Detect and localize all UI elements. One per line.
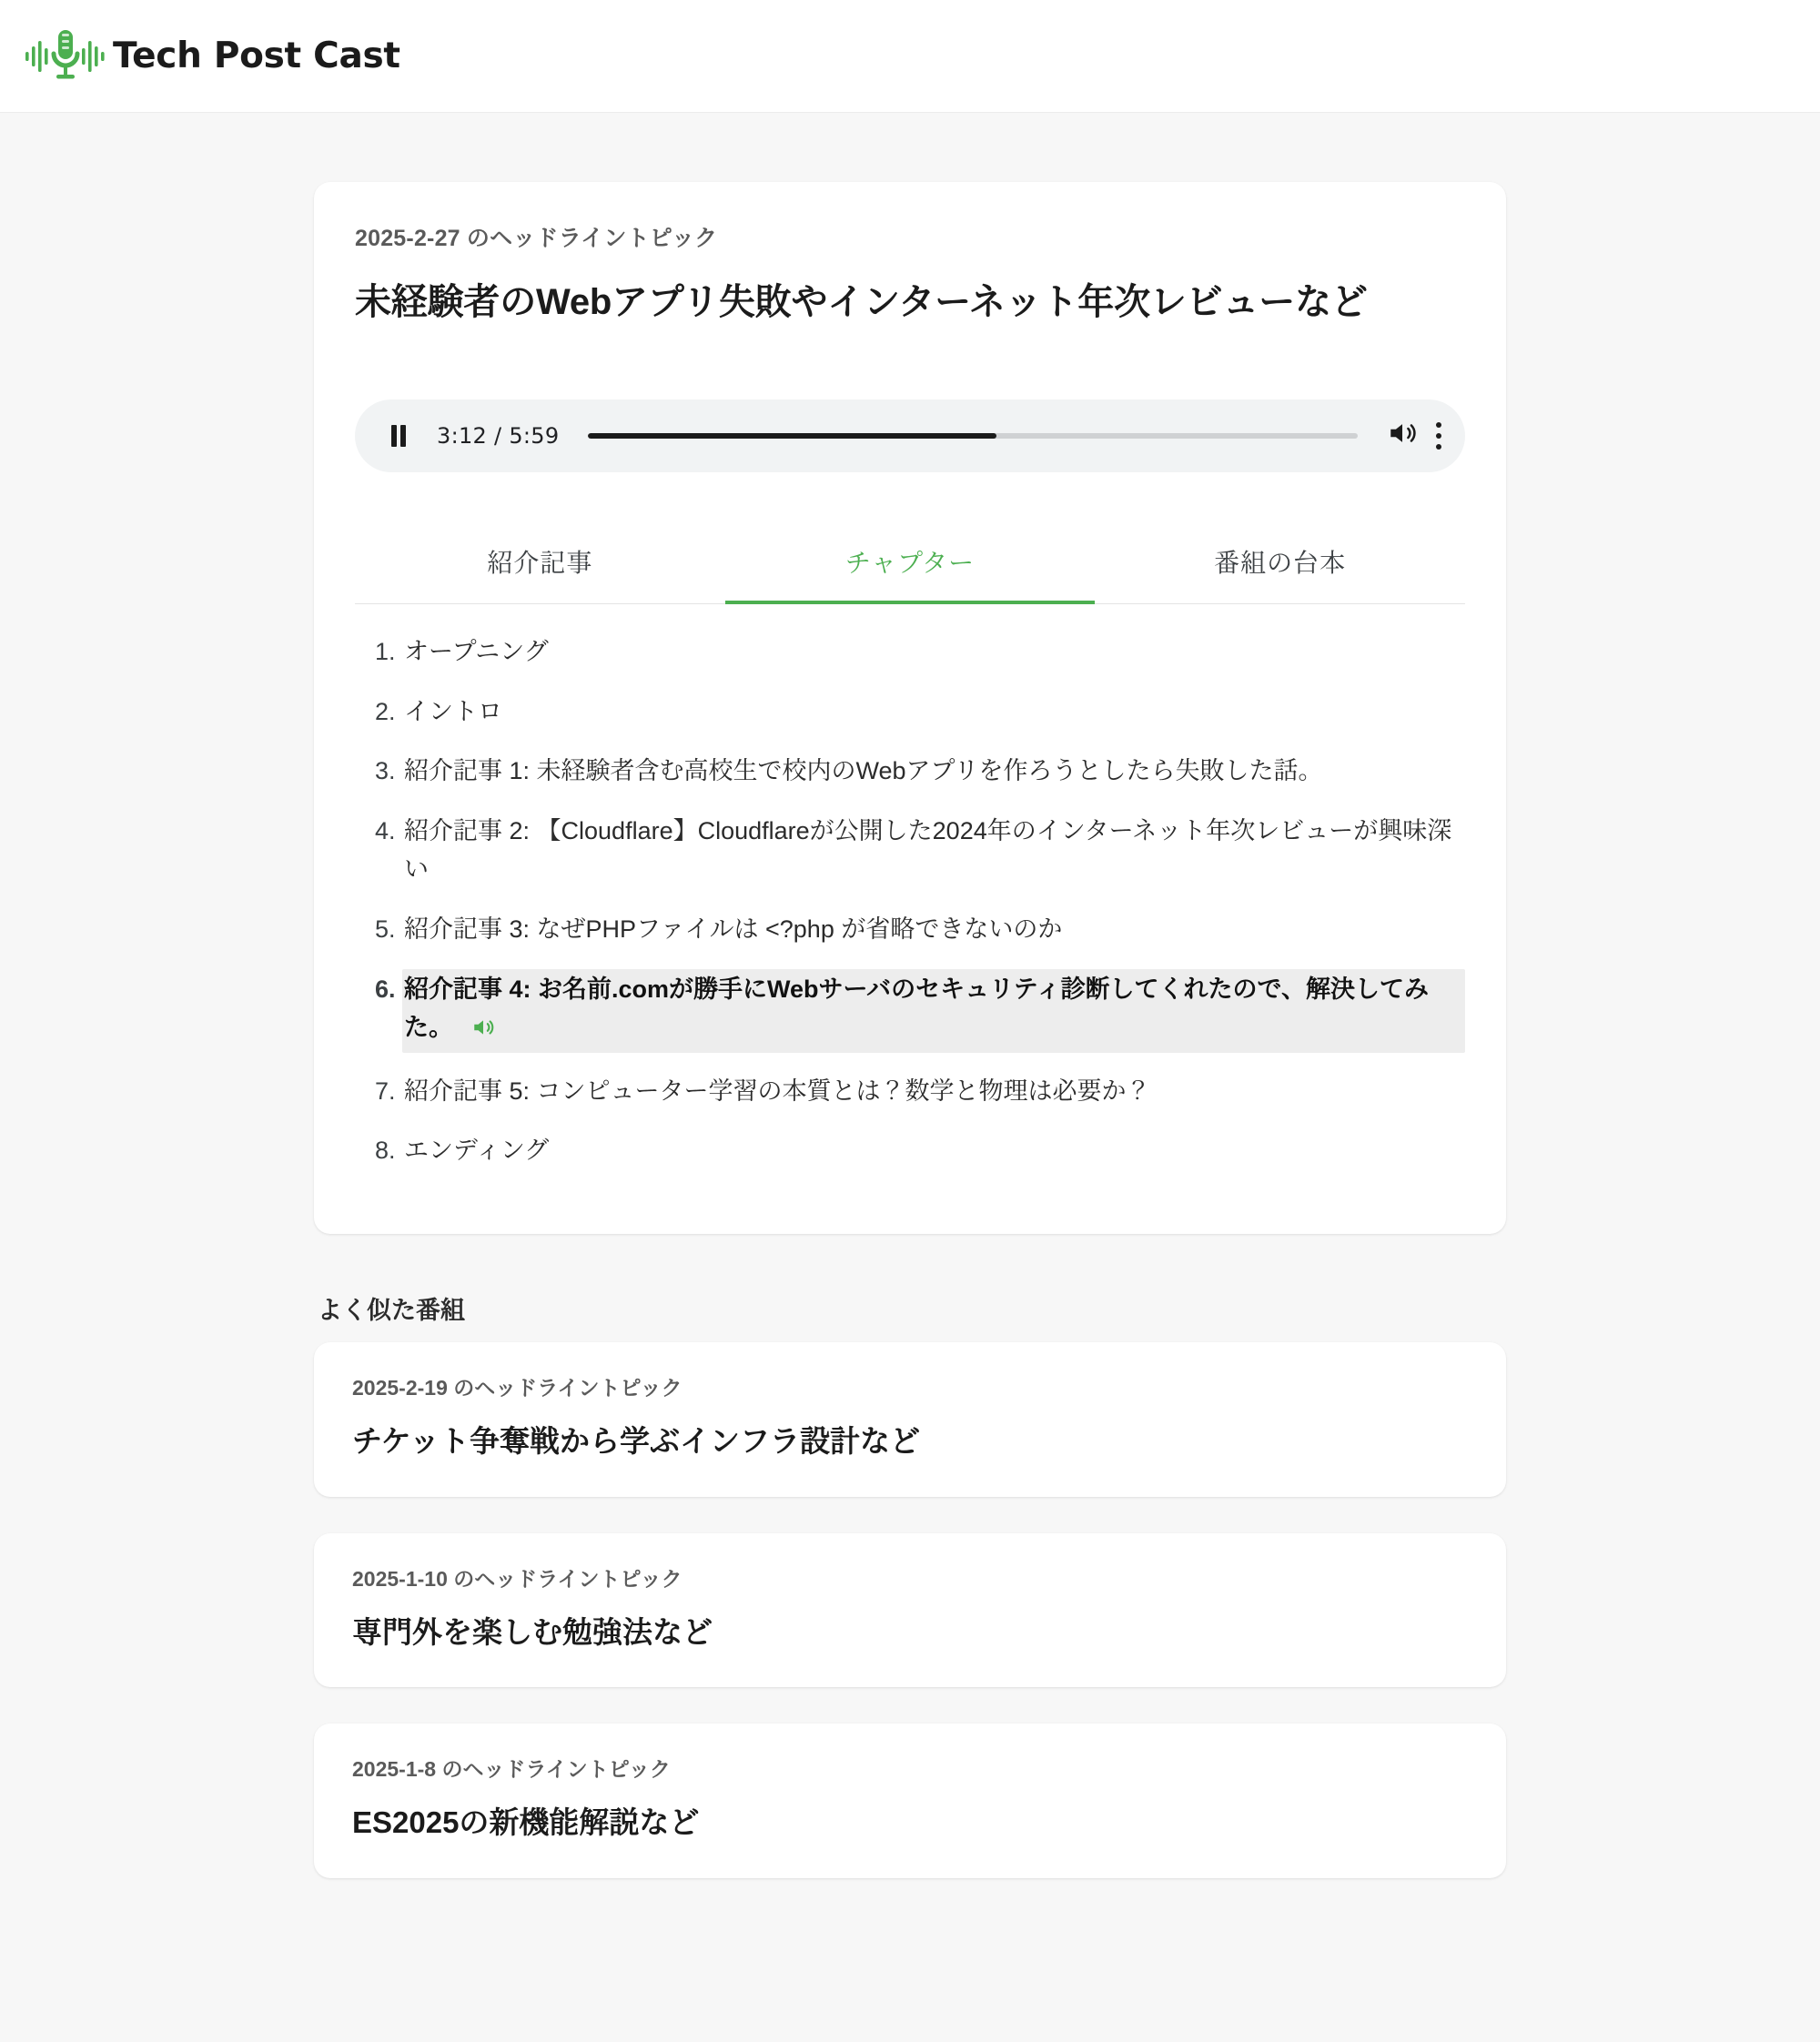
chapter-label: オープニング <box>404 637 549 665</box>
more-vertical-icon[interactable] <box>1436 422 1441 450</box>
list-item[interactable] <box>402 692 1465 733</box>
list-item[interactable] <box>402 1071 1465 1113</box>
page-content <box>314 113 1506 1878</box>
list-item[interactable] <box>402 632 1465 673</box>
similar-episode-date: 2025-1-8 のヘッドライントピック <box>352 1757 671 1782</box>
tab-script[interactable]: 番組の台本 <box>1095 534 1465 603</box>
player-time-display: 3:12 / 5:59 <box>437 422 560 449</box>
tab-intro-articles[interactable]: 紹介記事 <box>355 534 725 603</box>
similar-section-title: よく似た番組 <box>318 1297 465 1325</box>
chapter-label: 紹介記事 3: なぜPHPファイルは <?php が省略できないのか <box>404 915 1063 944</box>
episode-card <box>314 182 1506 1234</box>
chapter-label: 紹介記事 4: お名前.comが勝手にWebサーバのセキュリティ診断してくれたので、解決してみた。 <box>404 975 1429 1041</box>
tab-chapters[interactable]: チャプター <box>725 534 1096 603</box>
similar-episode-title: ES2025の新機能解説など <box>352 1805 700 1840</box>
similar-episode-title: 専門外を楽しむ勉強法など <box>352 1614 713 1649</box>
player-progress-slider[interactable] <box>588 427 1358 445</box>
list-item[interactable] <box>402 811 1465 891</box>
brand-title: Tech Post Cast <box>113 35 400 76</box>
player-progress-fill <box>588 433 996 439</box>
chapter-label: イントロ <box>404 697 502 725</box>
audio-player[interactable] <box>355 399 1465 472</box>
volume-high-icon[interactable] <box>1387 418 1418 453</box>
chapter-label: 紹介記事 2: 【Cloudflare】Cloudflareが公開した2024年のインターネット年次レビューが興味深い <box>404 817 1452 884</box>
chapter-label: 紹介記事 1: 未経験者含む高校生で校内のWebアプリを作ろうとしたら失敗した話。 <box>404 757 1323 785</box>
chapter-list <box>355 632 1465 1172</box>
speaker-playing-icon <box>471 1013 495 1051</box>
pause-icon[interactable] <box>379 416 419 456</box>
podcast-microphone-icon <box>24 23 107 90</box>
list-item-active[interactable] <box>402 969 1465 1053</box>
site-header <box>0 0 1820 113</box>
brand-logo-link[interactable] <box>24 23 400 90</box>
episode-date: 2025-2-27 のヘッドライントピック <box>355 226 718 251</box>
similar-episode-card-3[interactable] <box>314 1724 1506 1878</box>
list-item[interactable] <box>402 751 1465 793</box>
chapter-label: エンディング <box>404 1137 550 1165</box>
list-item[interactable] <box>402 909 1465 951</box>
episode-title: 未経験者のWebアプリ失敗やインターネット年次レビューなど <box>355 282 1368 322</box>
episode-tabs <box>355 534 1465 604</box>
similar-episode-card-1[interactable] <box>314 1342 1506 1497</box>
similar-episode-card-2[interactable] <box>314 1533 1506 1688</box>
similar-episode-date: 2025-1-10 のヘッドライントピック <box>352 1566 682 1591</box>
list-item[interactable] <box>402 1130 1465 1172</box>
similar-episode-date: 2025-2-19 のヘッドライントピック <box>352 1376 682 1400</box>
similar-episode-title: チケット争奪戦から学ぶインフラ設計など <box>352 1424 921 1459</box>
chapter-label: 紹介記事 5: コンピューター学習の本質とは？数学と物理は必要か？ <box>404 1077 1151 1105</box>
